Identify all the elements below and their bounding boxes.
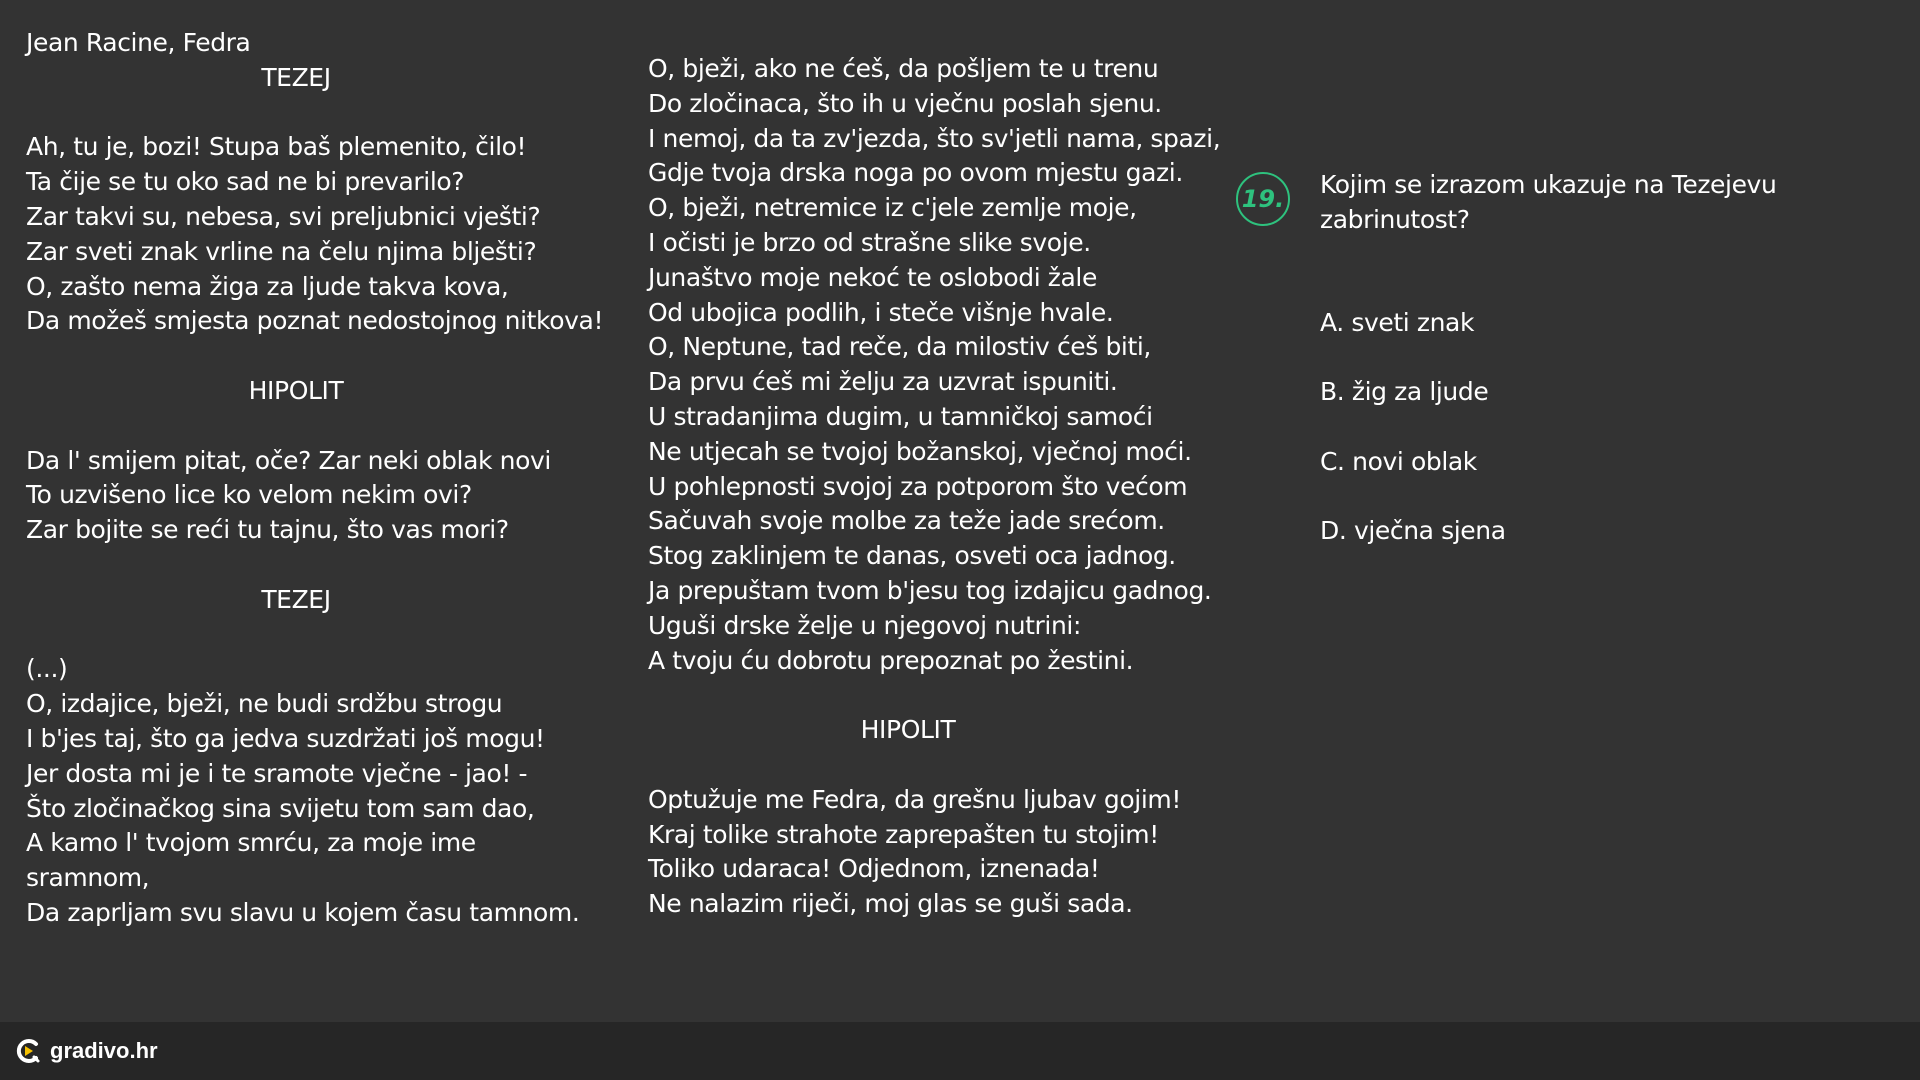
poem-line: Do zločinaca, što ih u vječnu poslah sjenu.: [648, 88, 1162, 118]
poem-line: Što zločinačkog sina svijetu tom sam dao,: [26, 793, 535, 823]
poem-heading: Jean Racine, Fedra: [26, 28, 251, 57]
speaker-label: HIPOLIT: [860, 715, 956, 745]
poem-line: Zar takvi su, nebesa, svi preljubnici vješti?: [26, 201, 541, 231]
poem-line: Stog zaklinjem te danas, osveti oca jadnog.: [648, 541, 1176, 571]
speaker-label: HIPOLIT: [248, 375, 344, 405]
poem-line: To uzvišeno lice ko velom nekim ovi?: [26, 480, 472, 510]
poem-line: Da možeš smjesta poznat nedostojnog nitkova!: [26, 306, 604, 336]
question-number-badge: 19.: [1236, 172, 1290, 226]
poem-line: (...): [26, 654, 68, 684]
poem-line: Ah, tu je, bozi! Stupa baš plemenito, čilo!: [26, 132, 527, 162]
poem-line: Ja prepuštam tvom b'jesu tog izdajicu gadnog.: [648, 575, 1212, 605]
brand-name[interactable]: gradivo.hr: [50, 1038, 158, 1063]
speaker-label: TEZEJ: [261, 584, 331, 614]
poem-line: Kraj tolike strahote zaprepašten tu stojim!: [648, 819, 1159, 849]
poem-line: Junaštvo moje nekoć te oslobodi žale: [648, 262, 1097, 292]
poem-line: U stradanjima dugim, u tamničkoj samoći: [648, 401, 1153, 431]
poem-line: Uguši drske želje u njegovoj nutrini:: [648, 610, 1081, 640]
poem-line: Od ubojica podlih, i steče višnje hvale.: [648, 297, 1114, 327]
poem-line: Da prvu ćeš mi želju za uzvrat ispuniti.: [648, 367, 1118, 397]
poem-line: Da zaprljam svu slavu u kojem času tamnom.: [26, 897, 580, 927]
poem-column-middle: [648, 52, 1221, 922]
poem-line: Zar sveti znak vrline na čelu njima blješti?: [26, 236, 537, 266]
poem-line: A kamo l' tvojom smrću, za moje ime: [26, 828, 476, 858]
poem-line: Ne utjecah se tvojoj božanskoj, vječnoj moći.: [648, 436, 1192, 466]
poem-column-left: [26, 26, 626, 931]
speaker-label: TEZEJ: [261, 62, 331, 92]
poem-line: O, bježi, netremice iz c'jele zemlje moje,: [648, 193, 1137, 223]
poem-line: U pohlepnosti svojoj za potporom što većom: [648, 471, 1188, 501]
poem-line: O, bježi, ako ne ćeš, da pošljem te u trenu: [648, 54, 1159, 83]
poem-line: sramnom,: [26, 863, 150, 893]
poem-line: Optužuje me Fedra, da grešnu ljubav gojim!: [648, 784, 1181, 814]
answer-options: [1320, 306, 1506, 583]
poem-line: O, izdajice, bježi, ne budi srdžbu strogu: [26, 689, 503, 719]
poem-line: Jer dosta mi je i te sramote vječne - jao! -: [26, 758, 528, 788]
poem-line: O, zašto nema žiga za ljude takva kova,: [26, 271, 509, 301]
poem-line: Sačuvah svoje molbe za teže jade srećom.: [648, 506, 1165, 536]
poem-line: Gdje tvoja drska noga po ovom mjestu gazi.: [648, 158, 1183, 188]
poem-line: A tvoju ću dobrotu prepoznat po žestini.: [648, 645, 1134, 675]
poem-line: Ta čije se tu oko sad ne bi prevarilo?: [26, 167, 465, 197]
poem-line: O, Neptune, tad reče, da milostiv ćeš biti,: [648, 332, 1151, 362]
poem-line: I nemoj, da ta zv'jezda, što sv'jetli nama, spazi,: [648, 123, 1221, 153]
poem-line: Da l' smijem pitat, oče? Zar neki oblak novi: [26, 445, 551, 475]
poem-line: I očisti je brzo od strašne slike svoje.: [648, 227, 1091, 257]
question-text: Kojim se izrazom ukazuje na Tezejevu zabrinutost?: [1320, 170, 1777, 234]
footer-bar: [0, 1022, 1920, 1080]
poem-line: I b'jes taj, što ga jedva suzdržati još mogu!: [26, 723, 545, 753]
gradivo-logo-icon[interactable]: [14, 1037, 42, 1065]
answer-option-a[interactable]: A. sveti znak: [1320, 308, 1475, 337]
poem-line: Ne nalazim riječi, moj glas se guši sada.: [648, 889, 1133, 919]
poem-line: Zar bojite se reći tu tajnu, što vas mori?: [26, 515, 509, 545]
answer-option-c[interactable]: C. novi oblak: [1320, 446, 1477, 476]
answer-option-b[interactable]: B. žig za ljude: [1320, 377, 1489, 407]
poem-line: Toliko udaraca! Odjednom, iznenada!: [648, 854, 1100, 884]
answer-option-d[interactable]: D. vječna sjena: [1320, 515, 1506, 545]
